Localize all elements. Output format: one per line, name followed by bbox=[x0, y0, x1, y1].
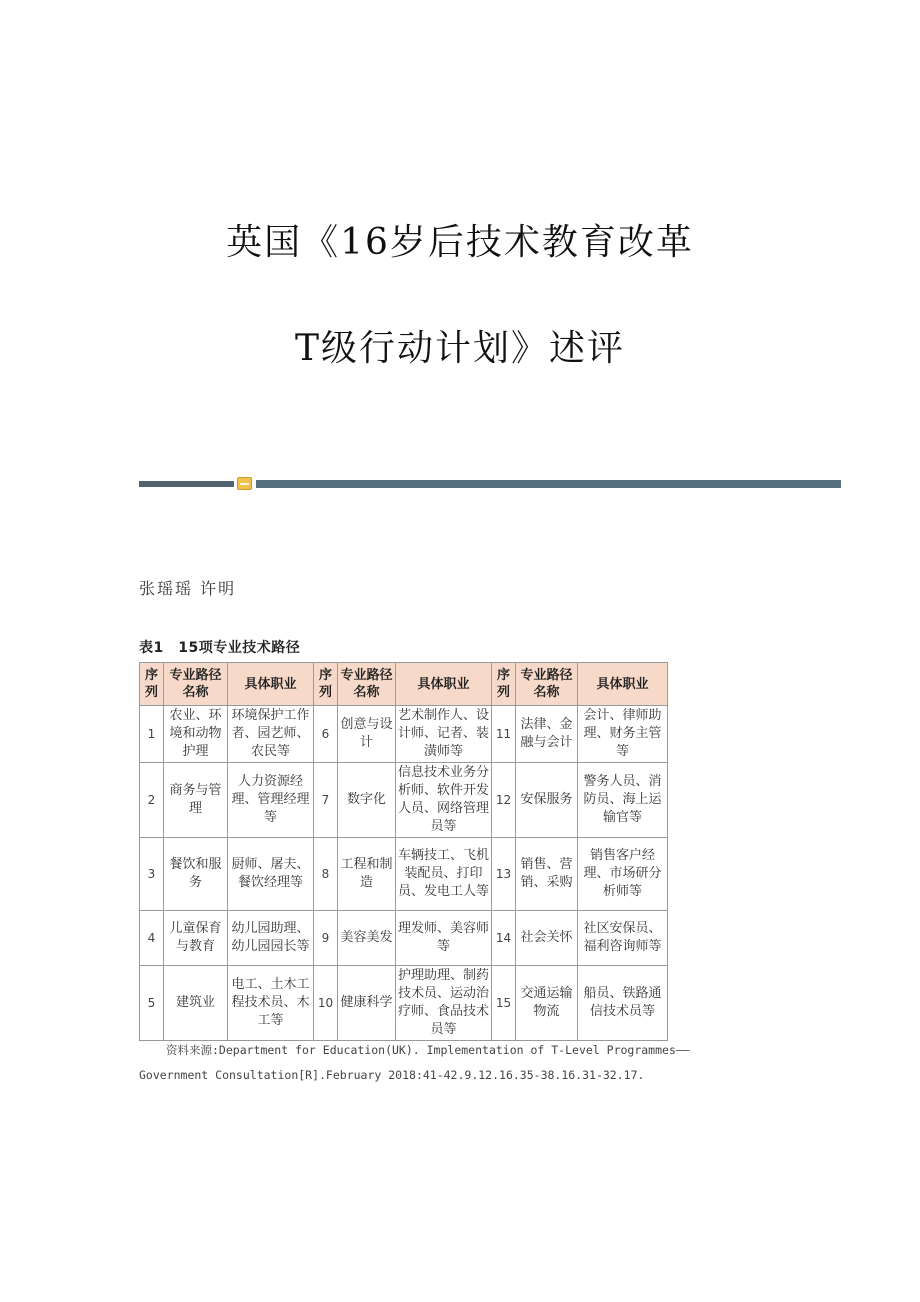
cell-jobs: 环境保护工作者、园艺师、农民等 bbox=[228, 706, 314, 763]
cell-route: 儿童保育与教育 bbox=[164, 911, 228, 966]
header-index: 序列 bbox=[140, 663, 164, 706]
header-index: 序列 bbox=[492, 663, 516, 706]
cell-jobs: 社区安保员、福利咨询师等 bbox=[578, 911, 668, 966]
header-jobs: 具体职业 bbox=[396, 663, 492, 706]
document-title-line-1: 英国《16岁后技术教育改革 bbox=[226, 222, 694, 263]
cell-route: 工程和制造 bbox=[338, 838, 396, 911]
document-title-line-2: T级行动计划》述评 bbox=[294, 328, 625, 369]
header-route: 专业路径名称 bbox=[516, 663, 578, 706]
cell-route: 社会关怀 bbox=[516, 911, 578, 966]
table-row bbox=[140, 763, 668, 838]
cell-jobs: 理发师、美容师等 bbox=[396, 911, 492, 966]
cell-index: 7 bbox=[314, 763, 338, 838]
cell-index: 8 bbox=[314, 838, 338, 911]
cell-jobs: 会计、律师助理、财务主管等 bbox=[578, 706, 668, 763]
cell-route: 交通运输物流 bbox=[516, 966, 578, 1041]
cell-route: 数字化 bbox=[338, 763, 396, 838]
cell-route: 农业、环境和动物护理 bbox=[164, 706, 228, 763]
cell-route: 创意与设计 bbox=[338, 706, 396, 763]
table-caption: 表1 15项专业技术路径 bbox=[139, 640, 301, 656]
cell-route: 销售、营销、采购 bbox=[516, 838, 578, 911]
cell-index: 1 bbox=[140, 706, 164, 763]
cell-jobs: 电工、土木工程技术员、木工等 bbox=[228, 966, 314, 1041]
cell-route: 建筑业 bbox=[164, 966, 228, 1041]
cell-index: 12 bbox=[492, 763, 516, 838]
cell-route: 商务与管理 bbox=[164, 763, 228, 838]
cell-index: 5 bbox=[140, 966, 164, 1041]
cell-jobs: 艺术制作人、设计师、记者、装潢师等 bbox=[396, 706, 492, 763]
cell-jobs: 厨师、屠夫、餐饮经理等 bbox=[228, 838, 314, 911]
cell-index: 13 bbox=[492, 838, 516, 911]
cell-jobs: 车辆技工、飞机装配员、打印员、发电工人等 bbox=[396, 838, 492, 911]
title-divider bbox=[139, 480, 841, 488]
table-header-row bbox=[140, 663, 668, 706]
authors: 张瑶瑶 许明 bbox=[139, 579, 237, 598]
cell-index: 4 bbox=[140, 911, 164, 966]
cell-route: 安保服务 bbox=[516, 763, 578, 838]
cell-jobs: 销售客户经理、市场研分析师等 bbox=[578, 838, 668, 911]
cell-jobs: 船员、铁路通信技术员等 bbox=[578, 966, 668, 1041]
cell-jobs: 信息技术业务分析师、软件开发人员、网络管理员等 bbox=[396, 763, 492, 838]
table-row bbox=[140, 966, 668, 1041]
header-index: 序列 bbox=[314, 663, 338, 706]
cell-jobs: 警务人员、消防员、海上运输官等 bbox=[578, 763, 668, 838]
header-route: 专业路径名称 bbox=[164, 663, 228, 706]
header-route: 专业路径名称 bbox=[338, 663, 396, 706]
cell-index: 15 bbox=[492, 966, 516, 1041]
cell-route: 法律、金融与会计 bbox=[516, 706, 578, 763]
table-row bbox=[140, 706, 668, 763]
cell-jobs: 幼儿园助理、幼儿园园长等 bbox=[228, 911, 314, 966]
cell-index: 11 bbox=[492, 706, 516, 763]
cell-index: 10 bbox=[314, 966, 338, 1041]
technical-routes-table bbox=[139, 662, 668, 1041]
cell-index: 6 bbox=[314, 706, 338, 763]
cell-route: 餐饮和服务 bbox=[164, 838, 228, 911]
cell-route: 美容美发 bbox=[338, 911, 396, 966]
cell-index: 2 bbox=[140, 763, 164, 838]
divider-bar-left bbox=[139, 481, 234, 487]
table-source-line-2: Government Consultation[R].February 2018:41-42.9.12.16.35-38.16.31-32.17. bbox=[139, 1068, 645, 1082]
header-jobs: 具体职业 bbox=[228, 663, 314, 706]
cell-index: 3 bbox=[140, 838, 164, 911]
cell-route: 健康科学 bbox=[338, 966, 396, 1041]
cell-jobs: 人力资源经理、管理经理等 bbox=[228, 763, 314, 838]
cell-jobs: 护理助理、制药技术员、运动治疗师、食品技术员等 bbox=[396, 966, 492, 1041]
table-row bbox=[140, 911, 668, 966]
cell-index: 14 bbox=[492, 911, 516, 966]
cell-index: 9 bbox=[314, 911, 338, 966]
table-source-line-1: 资料来源:Department for Education(UK). Implementation of T-Level Programmes—— bbox=[166, 1043, 690, 1057]
divider-bar-right bbox=[256, 480, 841, 488]
document-badge-icon bbox=[237, 477, 252, 490]
table-row bbox=[140, 838, 668, 911]
header-jobs: 具体职业 bbox=[578, 663, 668, 706]
